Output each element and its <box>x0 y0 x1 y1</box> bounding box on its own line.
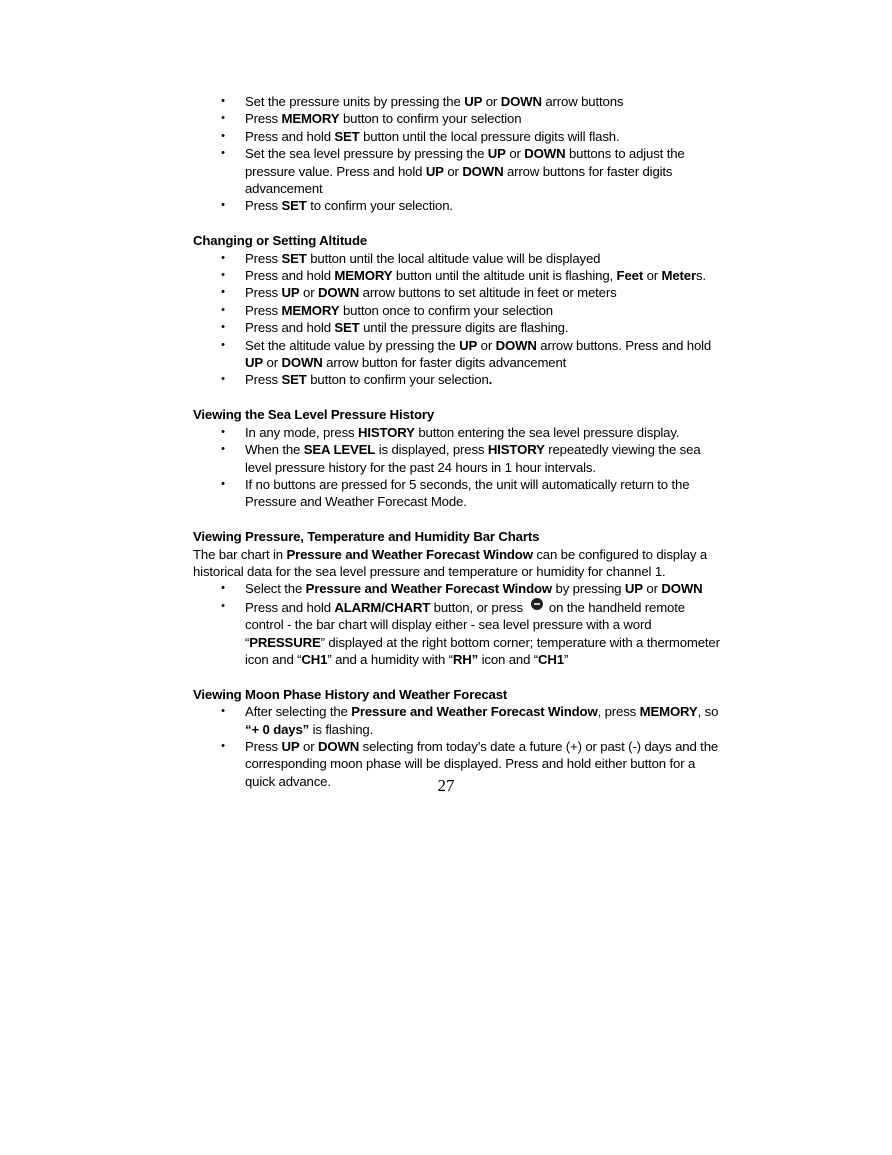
list-item-text: Press and hold SET button until the local pressure digits will flash. <box>245 128 620 144</box>
bullet-icon: • <box>221 443 225 456</box>
bullet-icon: • <box>221 112 225 125</box>
altitude-section <box>193 232 723 389</box>
list-item-text: Set the pressure units by pressing the UP or DOWN arrow buttons <box>245 94 624 109</box>
bold-term: MEMORY <box>281 111 340 127</box>
bold-term: DOWN <box>495 337 537 353</box>
bold-term: DOWN <box>661 581 703 597</box>
bold-term: CH1 <box>538 651 564 667</box>
list-item <box>193 128 723 145</box>
list-item <box>193 580 723 597</box>
barcharts-steps <box>193 580 723 668</box>
bold-term: “+ 0 days” <box>245 721 310 737</box>
list-item-text: If no buttons are pressed for 5 seconds, the unit will automatically return to the Pressure and Weather Forecast Mode. <box>245 476 690 510</box>
bold-term: UP <box>425 163 444 179</box>
list-item-text: Press UP or DOWN selecting from today’s date a future (+) or past (-) days and the corresponding moon phase will be displayed. Press and hold either button for a quick advance. <box>245 738 719 789</box>
list-item-text: Press MEMORY button to confirm your selection <box>245 111 522 127</box>
bold-term: MEMORY <box>281 302 340 318</box>
bold-term: DOWN <box>524 146 566 162</box>
bullet-icon: • <box>221 477 225 490</box>
list-item <box>193 476 723 511</box>
list-item <box>193 250 723 267</box>
bold-term: UP <box>624 581 643 597</box>
bullet-icon: • <box>221 199 225 212</box>
altitude-heading: Changing or Setting Altitude <box>193 233 368 249</box>
bullet-icon: • <box>221 582 225 595</box>
list-item-text: Set the sea level pressure by pressing the UP or DOWN buttons to adjust the pressure value. Press and hold UP or DOWN arrow buttons for faster digits advancement <box>245 146 685 197</box>
list-item-text: When the SEA LEVEL is displayed, press HISTORY repeatedly viewing the sea level pressure history for the past 24 hours in 1 hour intervals. <box>245 442 701 475</box>
history-section <box>193 406 723 510</box>
moon-heading: Viewing Moon Phase History and Weather Forecast <box>193 686 508 702</box>
bold-term: Pressure and Weather Forecast Window <box>351 704 598 720</box>
bold-term: MEMORY <box>639 704 698 720</box>
page-content <box>193 93 723 790</box>
list-item <box>193 110 723 127</box>
list-item-text: Press and hold ALARM/CHART button, or press on the handheld remote control - the bar chart will display either - sea level pressure with a word “PRESSURE” displayed at the right bottom corner; temperature with a thermometer icon and “CH1” and a humidity with “RH” icon and “CH1” <box>245 599 720 667</box>
list-item <box>193 598 723 669</box>
bold-term: DOWN <box>462 163 504 179</box>
list-item <box>193 371 723 388</box>
pressure-units-steps <box>193 93 723 215</box>
list-item-text: Press SET to confirm your selection. <box>245 198 453 214</box>
bullet-icon: • <box>221 286 225 299</box>
page-number: 27 <box>437 776 455 795</box>
list-item <box>193 93 723 110</box>
bold-term: SET <box>334 320 360 336</box>
bold-term: SET <box>281 198 307 214</box>
list-item-text: Set the altitude value by pressing the UP or DOWN arrow buttons. Press and hold UP or DOWN arrow button for faster digits advancement <box>245 337 712 371</box>
list-item <box>193 703 723 738</box>
bullet-icon: • <box>221 739 225 752</box>
barcharts-intro: The bar chart in Pressure and Weather Forecast Window can be configured to display a historical data for the sea level pressure and temperature or humidity for channel 1. <box>193 546 708 579</box>
bullet-icon: • <box>221 269 225 282</box>
bold-term: CH1 <box>301 651 328 667</box>
bullet-icon: • <box>221 425 225 438</box>
bold-term: DOWN <box>317 738 360 754</box>
history-heading: Viewing the Sea Level Pressure History <box>193 407 435 423</box>
bold-term: SET <box>334 128 360 144</box>
bullet-icon: • <box>221 599 225 612</box>
moon-section <box>193 686 723 790</box>
bold-term: UP <box>281 285 300 301</box>
list-item <box>193 441 723 476</box>
bold-term: UP <box>281 738 300 754</box>
bold-term: SET <box>281 372 307 388</box>
list-item-text: Press and hold MEMORY button until the altitude unit is flashing, Feet or Meters. <box>245 268 706 284</box>
bullet-icon: • <box>221 338 225 351</box>
list-item-text: After selecting the Pressure and Weather Forecast Window, press MEMORY, so “+ 0 days” is flashing. <box>245 704 719 737</box>
bullet-icon: • <box>221 303 225 316</box>
bullet-icon: • <box>221 321 225 334</box>
list-item <box>193 197 723 214</box>
list-item-text: Press SET button to confirm your selection. <box>245 372 493 388</box>
bold-term: HISTORY <box>357 424 415 440</box>
bold-term: DOWN <box>317 285 360 301</box>
barcharts-heading: Viewing Pressure, Temperature and Humidity Bar Charts <box>193 529 540 545</box>
list-item <box>193 424 723 441</box>
bold-term: DOWN <box>500 94 542 109</box>
bold-term: MEMORY <box>334 268 393 284</box>
bold-term: UP <box>245 355 264 371</box>
bold-term: HISTORY <box>487 442 545 458</box>
list-item <box>193 302 723 319</box>
bullet-icon: • <box>221 147 225 160</box>
list-item <box>193 267 723 284</box>
remote-button-icon <box>531 598 543 610</box>
bold-term: . <box>488 372 493 388</box>
list-item-text: Press UP or DOWN arrow buttons to set altitude in feet or meters <box>245 285 617 301</box>
list-item <box>193 284 723 301</box>
bold-term: UP <box>464 94 483 109</box>
list-item-text: In any mode, press HISTORY button entering the sea level pressure display. <box>245 424 680 440</box>
list-item-text: Select the Pressure and Weather Forecast Window by pressing UP or DOWN <box>245 581 703 597</box>
bold-term: RH” <box>452 651 479 667</box>
history-steps <box>193 424 723 511</box>
list-item <box>193 319 723 336</box>
bold-term: SET <box>281 250 307 266</box>
list-item-text: Press MEMORY button once to confirm your selection <box>245 302 553 318</box>
list-item-text: Press SET button until the local altitude value will be displayed <box>245 250 601 266</box>
bullet-icon: • <box>221 373 225 386</box>
bold-term: Pressure and Weather Forecast Window <box>286 546 533 562</box>
bold-term: ALARM/CHART <box>334 599 431 615</box>
bold-term: Meter <box>661 268 696 284</box>
list-item <box>193 145 723 197</box>
bullet-icon: • <box>221 251 225 264</box>
bullet-icon: • <box>221 129 225 142</box>
bullet-icon: • <box>221 95 225 107</box>
bold-term: Pressure and Weather Forecast Window <box>305 581 553 597</box>
bold-term: SEA LEVEL <box>303 442 376 458</box>
altitude-steps <box>193 250 723 389</box>
bold-term: Feet <box>616 268 644 284</box>
bold-term: DOWN <box>281 355 323 371</box>
bullet-icon: • <box>221 705 225 718</box>
list-item <box>193 337 723 372</box>
bold-term: PRESSURE <box>249 634 321 650</box>
bold-term: UP <box>459 337 478 353</box>
list-item-text: Press and hold SET until the pressure digits are flashing. <box>245 320 569 336</box>
barcharts-section <box>193 528 723 668</box>
bold-term: UP <box>487 146 506 162</box>
